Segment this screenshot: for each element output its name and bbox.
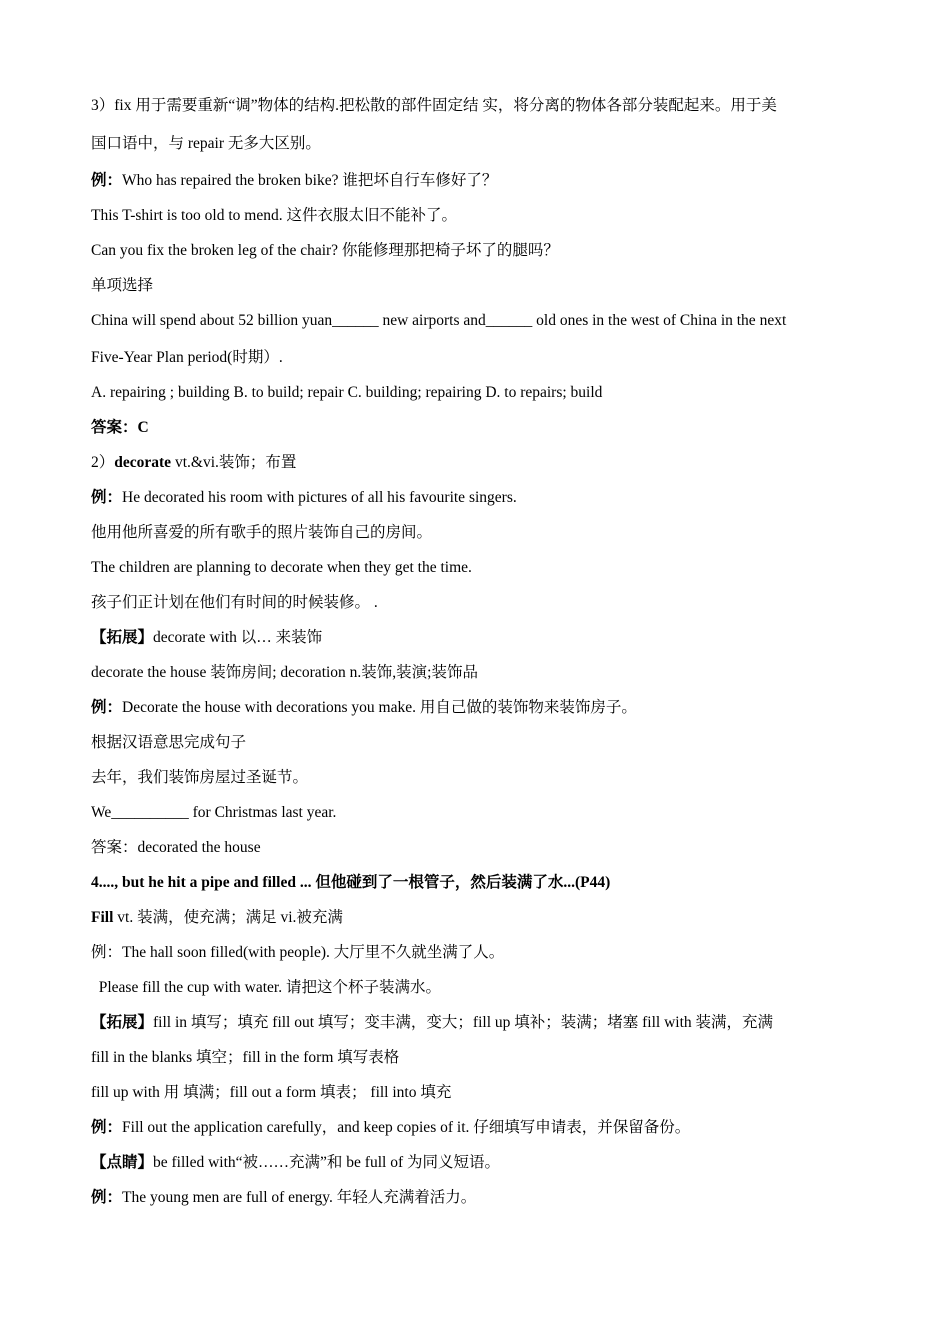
- example-text: Who has repaired the broken bike? 谁把坏自行车修好了？: [122, 172, 498, 189]
- example-label: 例：: [91, 489, 123, 506]
- text-line: Please fill the cup with water. 请把这个杯子装满水。: [91, 979, 441, 996]
- example-line: [91, 698, 637, 718]
- example-label: 例：: [91, 172, 123, 189]
- text-line: 孩子们正计划在他们有时间的时候装修。 .: [91, 594, 378, 611]
- extension-text: decorate with 以… 来装饰: [153, 629, 323, 646]
- text-line: Can you fix the broken leg of the chair? 你能修理那把椅子坏了的腿吗？: [91, 242, 559, 259]
- vocab-definition: vt. 装满，使充满；满足 vi.被充满: [113, 909, 343, 926]
- section-heading: 根据汉语意思完成句子: [91, 734, 247, 751]
- vocab-heading: [91, 453, 296, 473]
- text-line: fill in the blanks 填空；fill in the form 填写表格: [91, 1049, 400, 1066]
- text-line: decorate the house 装饰房间; decoration n.装饰,装演;装饰品: [91, 664, 478, 681]
- extension-line: [91, 628, 322, 648]
- example-text: Fill out the application carefully，and keep copies of it. 仔细填写申请表，并保留备份。: [122, 1119, 691, 1136]
- highlight-line: [91, 1153, 500, 1173]
- example-line: [91, 1118, 690, 1138]
- example-text: The young men are full of energy. 年轻人充满着活力。: [122, 1189, 477, 1206]
- example-line: [91, 171, 497, 191]
- example-label: 例：: [91, 1189, 123, 1206]
- example-label: 例：: [91, 1119, 123, 1136]
- extension-text: fill in 填写；填充 fill out 填写；变丰满，变大；fill up 填补；装满；堵塞 fill with 装满，充满: [153, 1014, 774, 1031]
- answer-options: A. repairing ; building B. to build; repair C. building; repairing D. to repairs; build: [91, 384, 603, 401]
- example-text: He decorated his room with pictures of all his favourite singers.: [122, 489, 517, 506]
- extension-label: 【拓展】: [91, 629, 154, 646]
- question-text: Five-Year Plan period(时期）.: [91, 349, 283, 366]
- example-line: [91, 488, 517, 508]
- vocab-word: decorate: [114, 454, 172, 471]
- question-text: China will spend about 52 billion yuan______ new airports and______ old ones in the west of China in the next: [91, 312, 787, 329]
- phrase-heading: 4...., but he hit a pipe and filled ... 但他碰到了一根管子，然后装满了水...(P44): [91, 874, 611, 891]
- vocab-heading: [91, 908, 343, 928]
- answer-key: 答案：C: [91, 419, 149, 436]
- text-line: fill up with 用 填满；fill out a form 填表； fill into 填充: [91, 1084, 452, 1101]
- text-line: 国口语中，与 repair 无多大区别。: [91, 135, 321, 152]
- vocab-word: Fill: [91, 909, 114, 926]
- example-text: Decorate the house with decorations you make. 用自己做的装饰物来装饰房子。: [122, 699, 637, 716]
- text-line: 3）fix 用于需要重新“调”物体的结构.把松散的部件固定结 实，将分离的物体各部分装配起来。用于美: [91, 97, 777, 114]
- text-line: The children are planning to decorate when they get the time.: [91, 559, 472, 576]
- extension-label: 【拓展】: [91, 1014, 154, 1031]
- example-label: 例：: [91, 699, 123, 716]
- vocab-definition: vt.&vi.装饰；布置: [171, 454, 297, 471]
- item-number: 2）: [91, 454, 115, 471]
- text-line: This T-shirt is too old to mend. 这件衣服太旧不能补了。: [91, 207, 457, 224]
- text-line: 他用他所喜爱的所有歌手的照片装饰自己的房间。: [91, 524, 433, 541]
- text-line: 例：The hall soon filled(with people). 大厅里不久就坐满了人。: [91, 944, 505, 961]
- text-line: 去年，我们装饰房屋过圣诞节。: [91, 769, 309, 786]
- extension-line: [91, 1013, 773, 1033]
- highlight-label: 【点睛】: [91, 1154, 154, 1171]
- section-heading: 单项选择: [91, 277, 154, 294]
- answer-key: 答案：decorated the house: [91, 839, 261, 856]
- text-line: We__________ for Christmas last year.: [91, 804, 337, 821]
- example-line: [91, 1188, 476, 1208]
- highlight-text: be filled with“被……充满”和 be full of 为同义短语。: [153, 1154, 500, 1171]
